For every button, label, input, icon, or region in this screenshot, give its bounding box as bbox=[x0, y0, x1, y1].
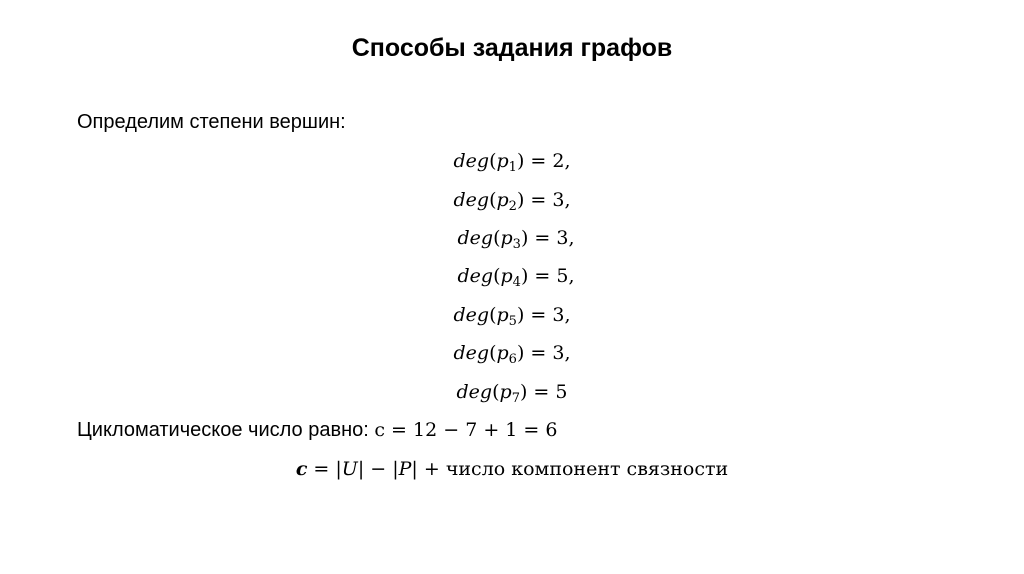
degree-row-1: $deg(p_1) = 2$, bbox=[453, 150, 571, 175]
formula-p: P bbox=[398, 458, 412, 480]
degree-value: 3, bbox=[552, 342, 571, 364]
deg-func: deg bbox=[453, 342, 490, 364]
degree-row-5: $deg(p_5) = 3$, bbox=[453, 304, 571, 329]
deg-func: deg bbox=[453, 304, 490, 326]
vertex-index: 6 bbox=[508, 352, 517, 367]
formula-part3: | + число компонент связности bbox=[411, 458, 729, 480]
deg-func: deg bbox=[456, 381, 493, 403]
vertex-var: p bbox=[499, 381, 512, 403]
vertex-var: p bbox=[496, 304, 509, 326]
vertex-var: p bbox=[500, 227, 513, 249]
vertex-index: 3 bbox=[512, 237, 521, 252]
deg-func: deg bbox=[453, 189, 490, 211]
slide-title: Способы задания графов bbox=[351, 34, 673, 62]
cyclomatic-line bbox=[77, 419, 557, 442]
vertex-var: p bbox=[496, 342, 509, 364]
degree-row-2: $deg(p_2) = 3$, bbox=[453, 189, 571, 214]
vertex-var: p bbox=[496, 150, 509, 172]
formula-part2: | − | bbox=[357, 458, 399, 480]
degree-value: 5 bbox=[555, 381, 568, 403]
vertex-index: 4 bbox=[512, 275, 521, 290]
deg-func: deg bbox=[453, 150, 490, 172]
formula-u: U bbox=[341, 458, 358, 480]
vertex-index: 7 bbox=[511, 391, 520, 406]
degree-value: 3, bbox=[556, 227, 575, 249]
degree-row-4: $deg(p_4) = 5$, bbox=[457, 265, 575, 290]
degree-value: 3, bbox=[552, 304, 571, 326]
degree-row-6: $deg(p_6) = 3$, bbox=[453, 342, 571, 367]
degree-value: 5, bbox=[556, 265, 575, 287]
deg-func: deg bbox=[457, 227, 494, 249]
formula-lhs: c bbox=[295, 458, 308, 480]
cyclomatic-label: Цикломатическое число равно: bbox=[77, 419, 369, 441]
vertex-index: 5 bbox=[508, 314, 517, 329]
vertex-var: p bbox=[500, 265, 513, 287]
degree-value: 3, bbox=[552, 189, 571, 211]
cyclomatic-expression: с = 12 − 7 + 1 = 6 bbox=[374, 419, 558, 441]
vertex-var: p bbox=[496, 189, 509, 211]
cyclomatic-formula bbox=[0, 458, 1024, 480]
formula-part1: = | bbox=[307, 458, 342, 480]
vertex-index: 2 bbox=[508, 199, 517, 214]
degree-value: 2, bbox=[552, 150, 571, 172]
degree-row-7: $deg(p_7) = 5$ bbox=[456, 381, 568, 406]
degree-row-3: $deg(p_3) = 3$, bbox=[457, 227, 575, 252]
intro-text: Определим степени вершин: bbox=[77, 111, 346, 133]
vertex-index: 1 bbox=[508, 160, 517, 175]
deg-func: deg bbox=[457, 265, 494, 287]
